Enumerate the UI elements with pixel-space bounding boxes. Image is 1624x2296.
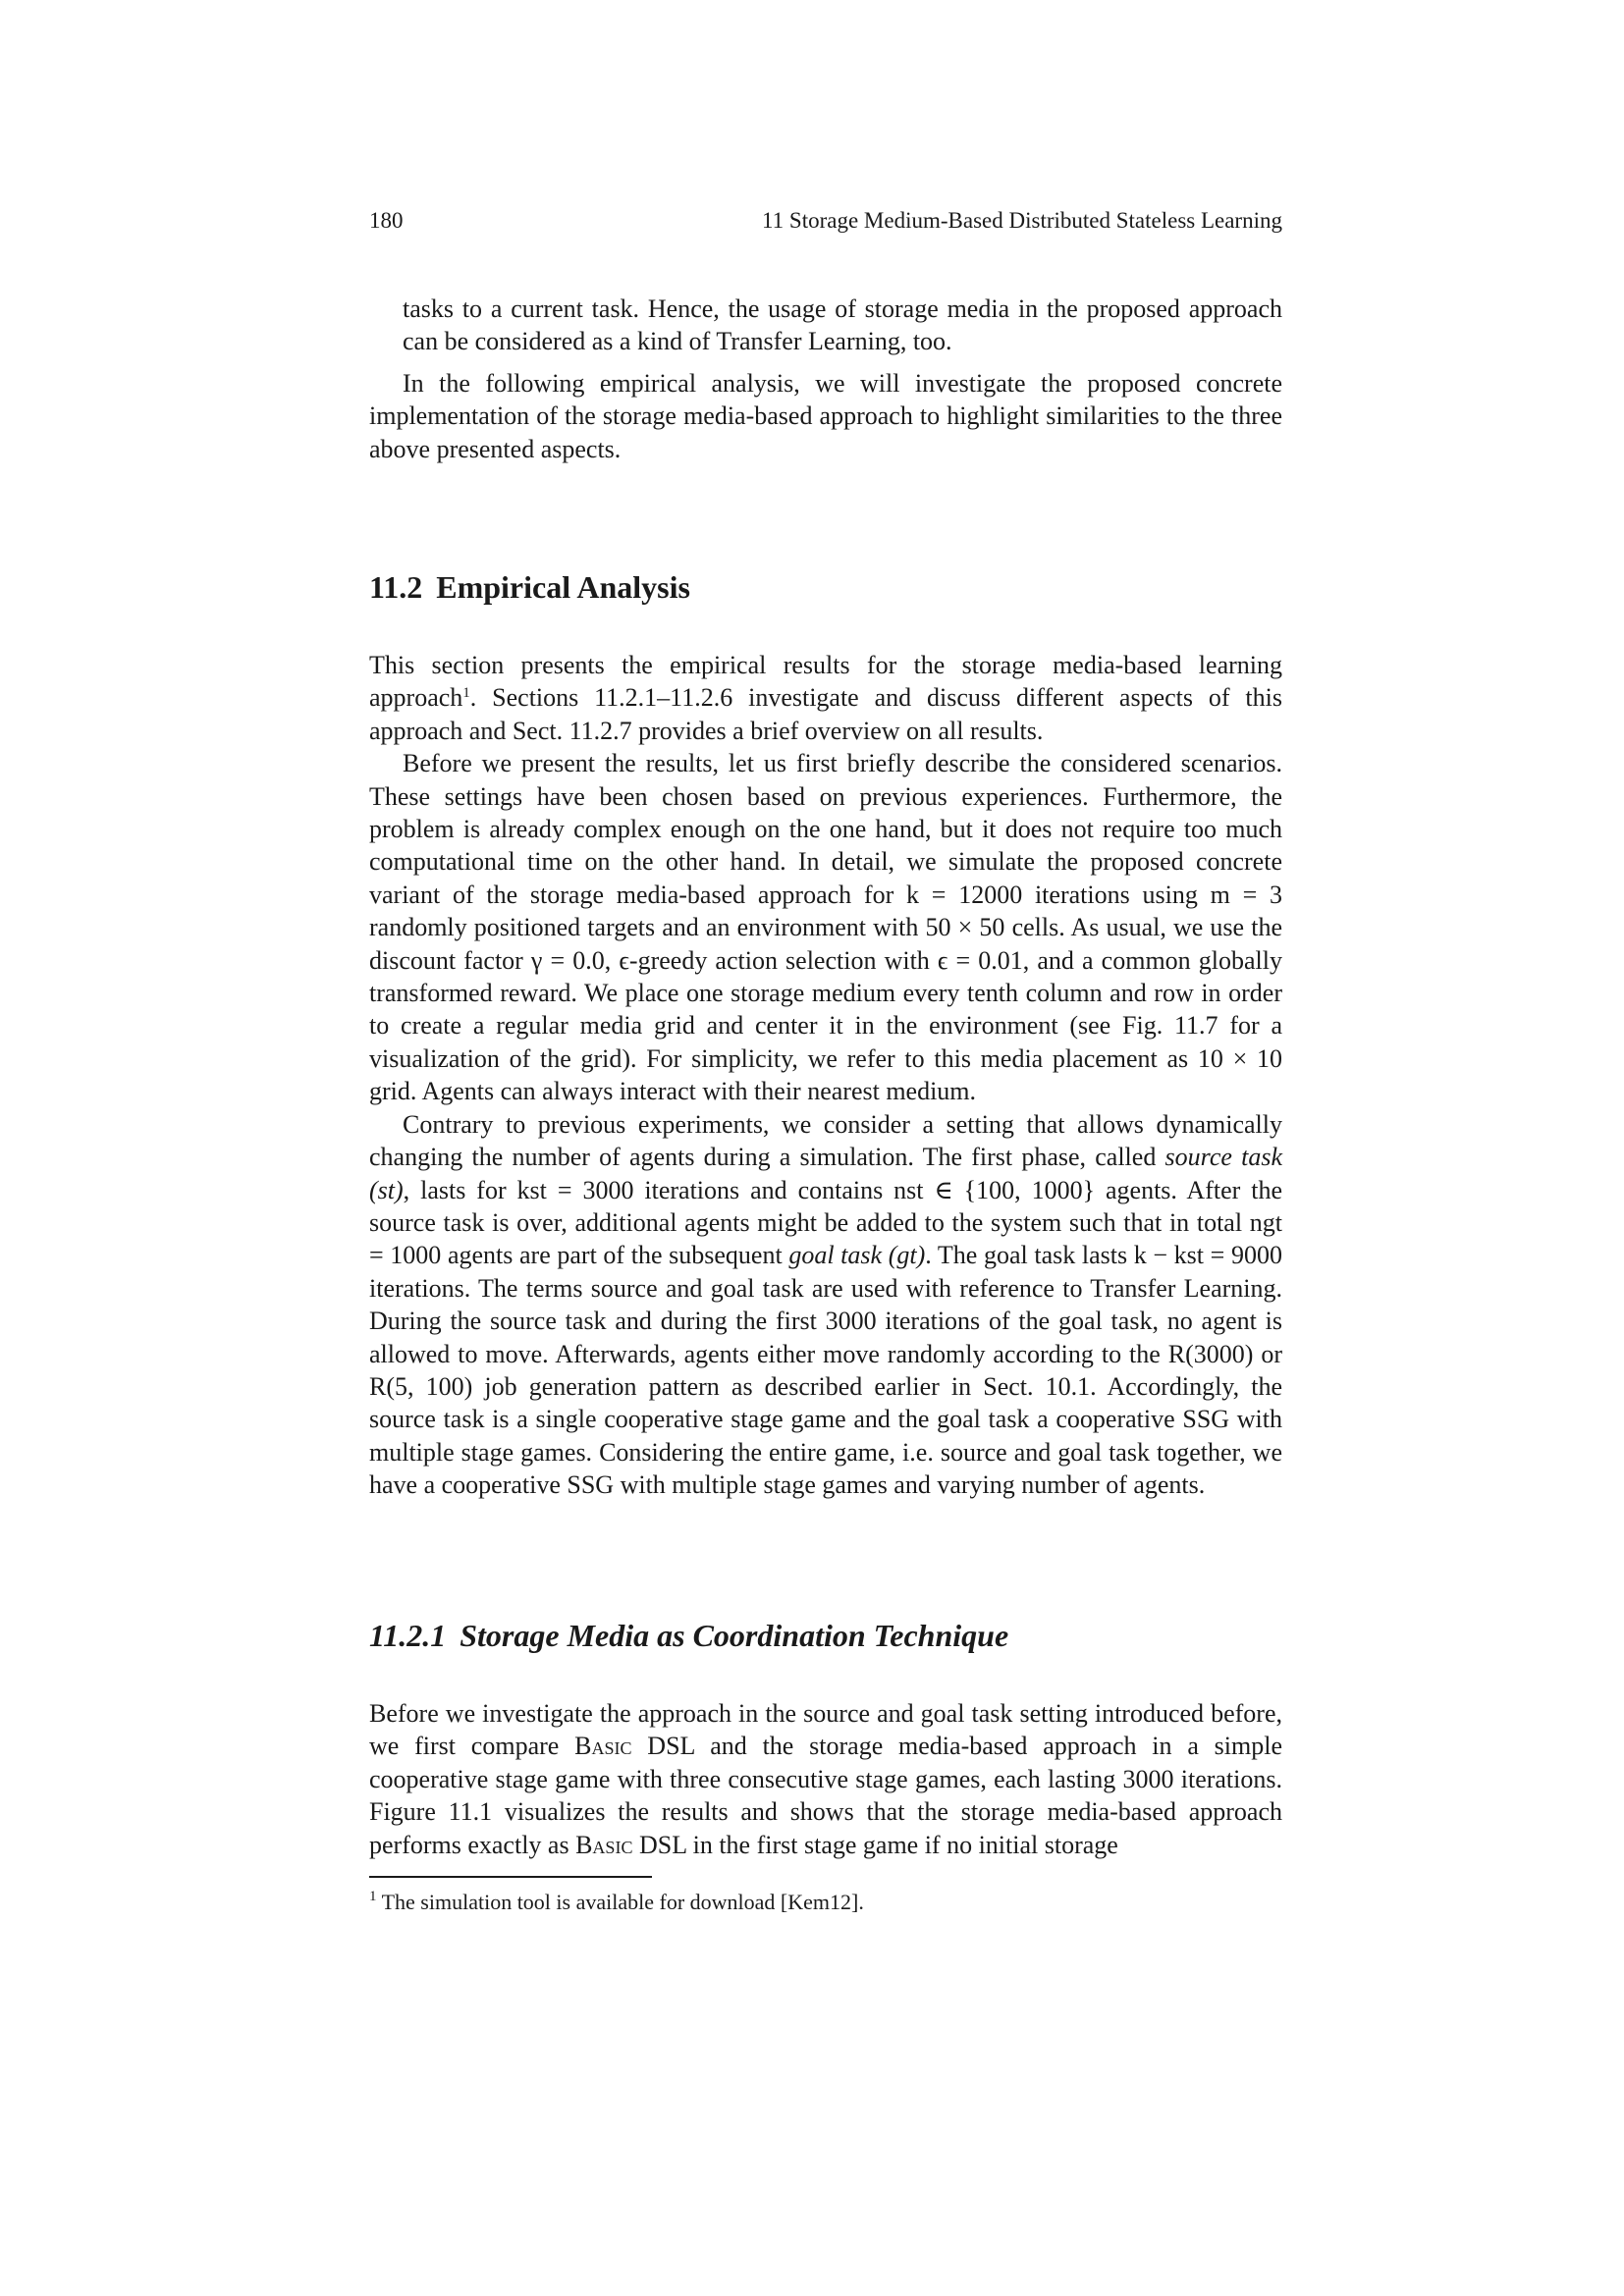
term-source-task: source task (st) (369, 1143, 1283, 1204)
intro-block (369, 293, 1282, 465)
section-number: 11.2 (369, 569, 423, 605)
footnote (369, 1889, 1282, 1916)
subsection-body (369, 1697, 1282, 1861)
intro-paragraph: In the following empirical analysis, we will investigate the proposed concrete implementation of the storage media-based approach to highlight similarities to the three above presented aspects. (369, 368, 1282, 463)
section-heading (369, 567, 690, 607)
footnote-mark: 1 (369, 1889, 377, 1904)
term-goal-task: goal task (gt) (788, 1241, 926, 1270)
section-title: Empirical Analysis (436, 569, 690, 605)
section-paragraph-2: Before we present the results, let us first briefly describe the considered scenarios. These settings have been chosen based on previous experiences. Furthermore, the problem is already complex enough on the one hand, but it does not require too much computational time on the other hand. In detail, we simulate the proposed concrete variant of the storage media-based approach for k = 12000 iterations using m = 3 randomly positioned targets and an environment with 50 × 50 cells. As usual, we use the discount factor γ = 0.0, ϵ-greedy action selection with ϵ = 0.01, and a common globally transformed reward. We place one storage medium every tenth column and row in order to create a regular media grid and center it in the environment (see Fig. 11.7 for a visualization of the grid). For simplicity, we refer to this media placement as 10 × 10 grid. Agents can always interact with their nearest medium. (369, 749, 1282, 1106)
footnote-text: The simulation tool is available for download [Kem12]. (376, 1890, 864, 1914)
subsection-paragraph-1: Before we investigate the approach in the source and goal task setting introduced before, we first compare Basic DSL and the storage media-based approach in a simple cooperative stage game with three consecutive stage games, each lasting 3000 iterations. Figure 11.1 visualizes the results and shows that the storage media-based approach performs exactly as Basic DSL in the first stage game if no initial storage (369, 1699, 1283, 1859)
running-title: 11 Storage Medium-Based Distributed Stateless Learning (762, 208, 1282, 233)
section-paragraph-1: This section presents the empirical results for the storage media-based learning approach$^1$. Sections 11.2.1–11.2.6 investigate and discuss different aspects of this approach and Sect. 11.2.7 provides a brief overview on all results. (369, 651, 1282, 745)
continuation-paragraph: tasks to a current task. Hence, the usage of storage media in the proposed approach can be considered as a kind of Transfer Learning, too. (403, 294, 1282, 356)
section-paragraph-3: Contrary to previous experiments, we consider a setting that allows dynamically changing the number of agents during a simulation. The first phase, called source task (st), lasts for kst = 3000 iterations and contains nst ∈ {100, 1000} agents. After the source task is over, additional agents might be added to the system such that in total ngt = 1000 agents are part of the subsequent goal task (gt). The goal task lasts k − kst = 9000 iterations. The terms source and goal task are used with reference to Transfer Learning. During the source task and during the first 3000 iterations of the goal task, no agent is allowed to move. Afterwards, agents either move randomly according to the R(3000) or R(5, 100) job generation pattern as described earlier in Sect. 10.1. Accordingly, the source task is a single cooperative stage game and the goal task a cooperative SSG with multiple stage games. Considering the entire game, i.e. source and goal task together, we have a cooperative SSG with multiple stage games and varying number of agents. (369, 1109, 1283, 1500)
footnote-ref: 1 (462, 685, 470, 702)
page-number: 180 (369, 208, 404, 233)
subsection-number: 11.2.1 (369, 1618, 447, 1653)
subsection-heading (369, 1616, 1008, 1655)
basic-label: Basic (575, 1830, 633, 1859)
footnote-rule (369, 1876, 652, 1878)
section-body (369, 649, 1282, 1502)
basic-label: Basic (574, 1732, 632, 1761)
subsection-title: Storage Media as Coordination Technique (460, 1618, 1009, 1653)
